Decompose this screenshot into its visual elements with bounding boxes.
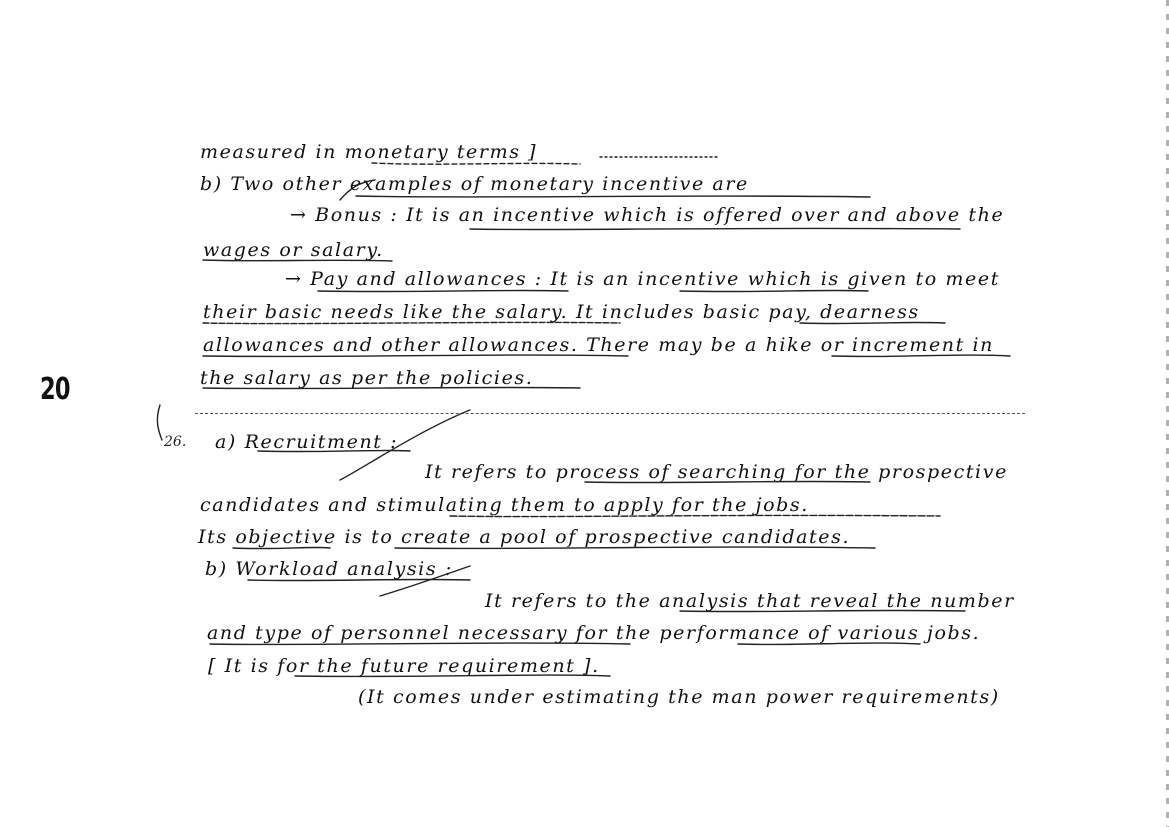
- text-line-9: a) Recruitment :: [215, 431, 399, 453]
- text-line-3: → Bonus : It is an incentive which is offered over and above the: [290, 204, 1005, 226]
- text-line-15: and type of personnel necessary for the performance of various jobs.: [207, 622, 981, 644]
- text-line-14: It refers to the analysis that reveal the number: [485, 590, 1015, 612]
- text-line-10: It refers to process of searching for the prospective: [425, 461, 1008, 483]
- text-line-2: b) Two other examples of monetary incentive are: [200, 173, 749, 195]
- text-line-7: allowances and other allowances. There may be a hike or increment in: [203, 334, 995, 356]
- text-line-16: [ It is for the future requirement ].: [208, 655, 600, 677]
- question-number: 26.: [164, 434, 187, 450]
- text-line-1: measured in monetary terms ]: [200, 141, 538, 163]
- text-line-6: their basic needs like the salary. It includes basic pay, dearness: [203, 301, 920, 323]
- text-line-12: Its objective is to create a pool of prospective candidates.: [198, 526, 851, 548]
- section-divider: [195, 413, 1025, 414]
- text-line-8: the salary as per the policies.: [200, 367, 534, 389]
- text-line-4: wages or salary.: [203, 239, 384, 261]
- margin-marks-score: 20: [40, 372, 70, 407]
- text-line-13: b) Workload analysis :: [205, 558, 453, 580]
- text-line-11: candidates and stimulating them to apply for the jobs.: [200, 494, 809, 516]
- text-line-17: (It comes under estimating the man power requirements): [358, 686, 1000, 708]
- text-line-5: → Pay and allowances : It is an incentive which is given to meet: [285, 268, 1000, 290]
